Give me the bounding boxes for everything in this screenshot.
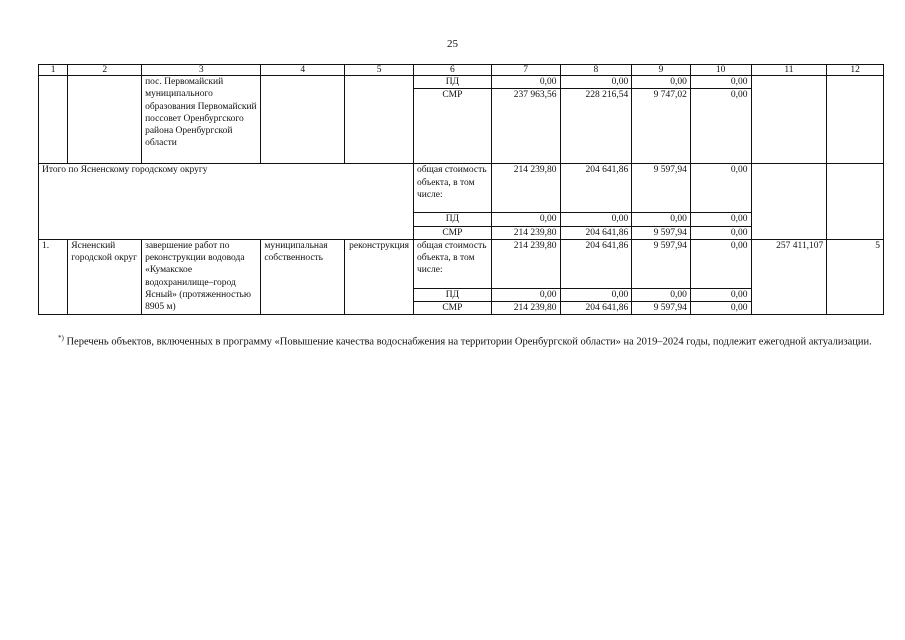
cell-value: 214 239,80 — [491, 239, 560, 288]
column-header: 7 — [491, 65, 560, 76]
cell-value: 214 239,80 — [491, 226, 560, 239]
cell-value: 9 597,94 — [632, 164, 691, 213]
cell-value: 0,00 — [560, 288, 632, 301]
cell-value: 237 963,56 — [491, 89, 560, 164]
cost-type-label: общая стоимость объекта, в том числе: — [413, 164, 491, 213]
cost-type-label: общая стоимость объекта, в том числе: — [413, 239, 491, 288]
cell-value: 0,00 — [632, 213, 691, 226]
period-value: 5 — [827, 239, 884, 315]
column-header: 6 — [413, 65, 491, 76]
cell-value: 204 641,86 — [560, 302, 632, 315]
footnote — [58, 331, 888, 350]
cell-value: 0,00 — [632, 76, 691, 89]
ownership-form: муниципальная собственность — [261, 239, 345, 315]
cell-value: 228 216,54 — [560, 89, 632, 164]
cell-value: 204 641,86 — [560, 164, 632, 213]
cell-value: 0,00 — [690, 164, 751, 213]
cost-type-label: ПД — [413, 213, 491, 226]
cell-value: 9 597,94 — [632, 302, 691, 315]
column-header: 11 — [751, 65, 827, 76]
cell-value: 9 597,94 — [632, 226, 691, 239]
column-header: 12 — [827, 65, 884, 76]
column-header: 1 — [39, 65, 68, 76]
page-number: 25 — [447, 38, 458, 50]
investment-table — [38, 64, 884, 315]
cell-value: 9 747,02 — [632, 89, 691, 164]
cell-value: 0,00 — [690, 226, 751, 239]
cost-type-label: ПД — [413, 288, 491, 301]
column-header: 3 — [142, 65, 261, 76]
item-number: 1. — [39, 239, 68, 315]
cell-value: 0,00 — [690, 302, 751, 315]
cell-value: 0,00 — [560, 76, 632, 89]
footnote-text: Перечень объектов, включенных в программу «Повышение качества водоснабжения на территории Оренбургской области» на 2019–2024 годы, подлежит ежегодной актуализации. — [66, 336, 872, 348]
district-name: Ясненский городской округ — [68, 239, 142, 315]
table-row — [39, 76, 884, 89]
capacity-value: 257 411,107 — [751, 239, 827, 315]
column-number-row — [39, 65, 884, 76]
object-location: пос. Первомайский муниципального образования Первомайский поссовет Оренбургского района Оренбургской области — [142, 76, 261, 164]
footnote-mark: *) — [58, 334, 64, 342]
cell-value: 0,00 — [690, 288, 751, 301]
column-header: 2 — [68, 65, 142, 76]
cell-value: 0,00 — [690, 76, 751, 89]
cell-value: 0,00 — [690, 89, 751, 164]
cell-value: 9 597,94 — [632, 239, 691, 288]
cell-value: 0,00 — [690, 239, 751, 288]
cost-type-label: СМР — [413, 302, 491, 315]
cell-value: 0,00 — [491, 288, 560, 301]
cell-value: 214 239,80 — [491, 302, 560, 315]
cell-value: 204 641,86 — [560, 226, 632, 239]
table-row — [39, 239, 884, 288]
cost-type-label: ПД — [413, 76, 491, 89]
cell-value: 0,00 — [491, 213, 560, 226]
table-row — [39, 164, 884, 213]
object-description: завершение работ по реконструкции водовода «Кумакское водохранилище–город Ясный» (протяженностью 8905 м) — [142, 239, 261, 315]
column-header: 9 — [632, 65, 691, 76]
column-header: 4 — [261, 65, 345, 76]
column-header: 8 — [560, 65, 632, 76]
cost-type-label: СМР — [413, 226, 491, 239]
work-type: реконструкция — [345, 239, 414, 315]
total-label: Итого по Ясненскому городскому округу — [39, 164, 414, 240]
column-header: 5 — [345, 65, 414, 76]
cell-value: 214 239,80 — [491, 164, 560, 213]
cell-value: 0,00 — [632, 288, 691, 301]
column-header: 10 — [690, 65, 751, 76]
cell-value: 0,00 — [491, 76, 560, 89]
cost-type-label: СМР — [413, 89, 491, 164]
cell-value: 204 641,86 — [560, 239, 632, 288]
cell-value: 0,00 — [690, 213, 751, 226]
cell-value: 0,00 — [560, 213, 632, 226]
